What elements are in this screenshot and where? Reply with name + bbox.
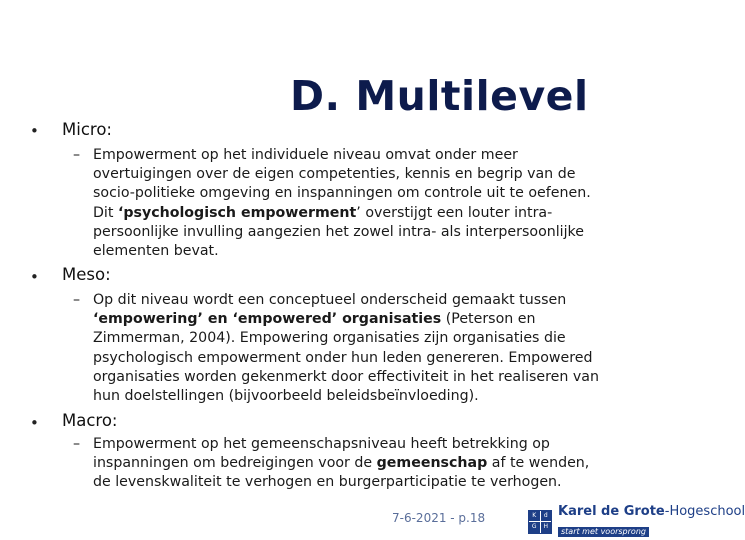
text-line: organisaties worden gekenmerkt door effectiviteit in het realiseren van: [93, 368, 599, 385]
section-label-macro: Macro:: [62, 411, 118, 430]
text-line: inspanningen om bedreigingen voor de gemeenschap af te wenden,: [93, 455, 590, 472]
bullet-marker: •: [30, 122, 39, 140]
text-line: de levenskwaliteit te verhogen en burgerparticipatie te verhogen.: [93, 474, 562, 491]
section-text-macro: [73, 435, 673, 493]
slide-footer-date: 7-6-2021 - p.18: [392, 511, 486, 525]
dash-marker: –: [73, 436, 81, 452]
text-line: overtuigingen over de eigen competenties, kennis en begrip van de: [93, 166, 576, 183]
bullet-marker: •: [30, 414, 39, 432]
section-text-meso: [73, 291, 673, 406]
logo-name: Karel de Grote-Hogeschool: [558, 504, 745, 519]
section-label-meso: Meso:: [62, 265, 111, 284]
dash-marker: –: [73, 292, 81, 308]
text-line: ‘empowering’ en ‘empowered’ organisaties (Peterson en: [93, 311, 536, 328]
school-logo: [528, 505, 745, 538]
logo-mark-icon: K d G H: [528, 510, 552, 534]
text-line: hun doelstellingen (bijvoorbeeld beleidsbeïnvloeding).: [93, 388, 479, 405]
logo-tagline: start met voorsprong: [558, 527, 649, 537]
text-line: psychologisch empowerment onder hun leden genereren. Empowered: [93, 349, 593, 366]
slide-title: D. Multilevel: [290, 72, 589, 120]
text-line: Op dit niveau wordt een conceptueel onderscheid gemaakt tussen: [93, 292, 567, 308]
paragraph: [93, 146, 673, 261]
text-line: persoonlijke invulling aangezien het zowel intra- als interpersoonlijke: [93, 223, 584, 240]
dash-marker: –: [73, 147, 81, 163]
bullet-marker: •: [30, 268, 39, 286]
paragraph: [93, 435, 673, 493]
section-label-micro: Micro:: [62, 120, 112, 139]
text-line: Zimmerman, 2004). Empowering organisaties zijn organisaties die: [93, 330, 566, 347]
text-line: socio-politieke omgeving en inspanningen om controle uit te oefenen.: [93, 185, 591, 202]
text-line: elementen bevat.: [93, 243, 219, 260]
section-text-micro: [73, 146, 673, 261]
text-line: Empowerment op het individuele niveau omvat onder meer: [93, 147, 518, 163]
text-line: Dit ‘psychologisch empowerment’ overstijgt een louter intra-: [93, 204, 553, 221]
text-line: Empowerment op het gemeenschapsniveau heeft betrekking op: [93, 436, 550, 452]
paragraph: [93, 291, 673, 406]
